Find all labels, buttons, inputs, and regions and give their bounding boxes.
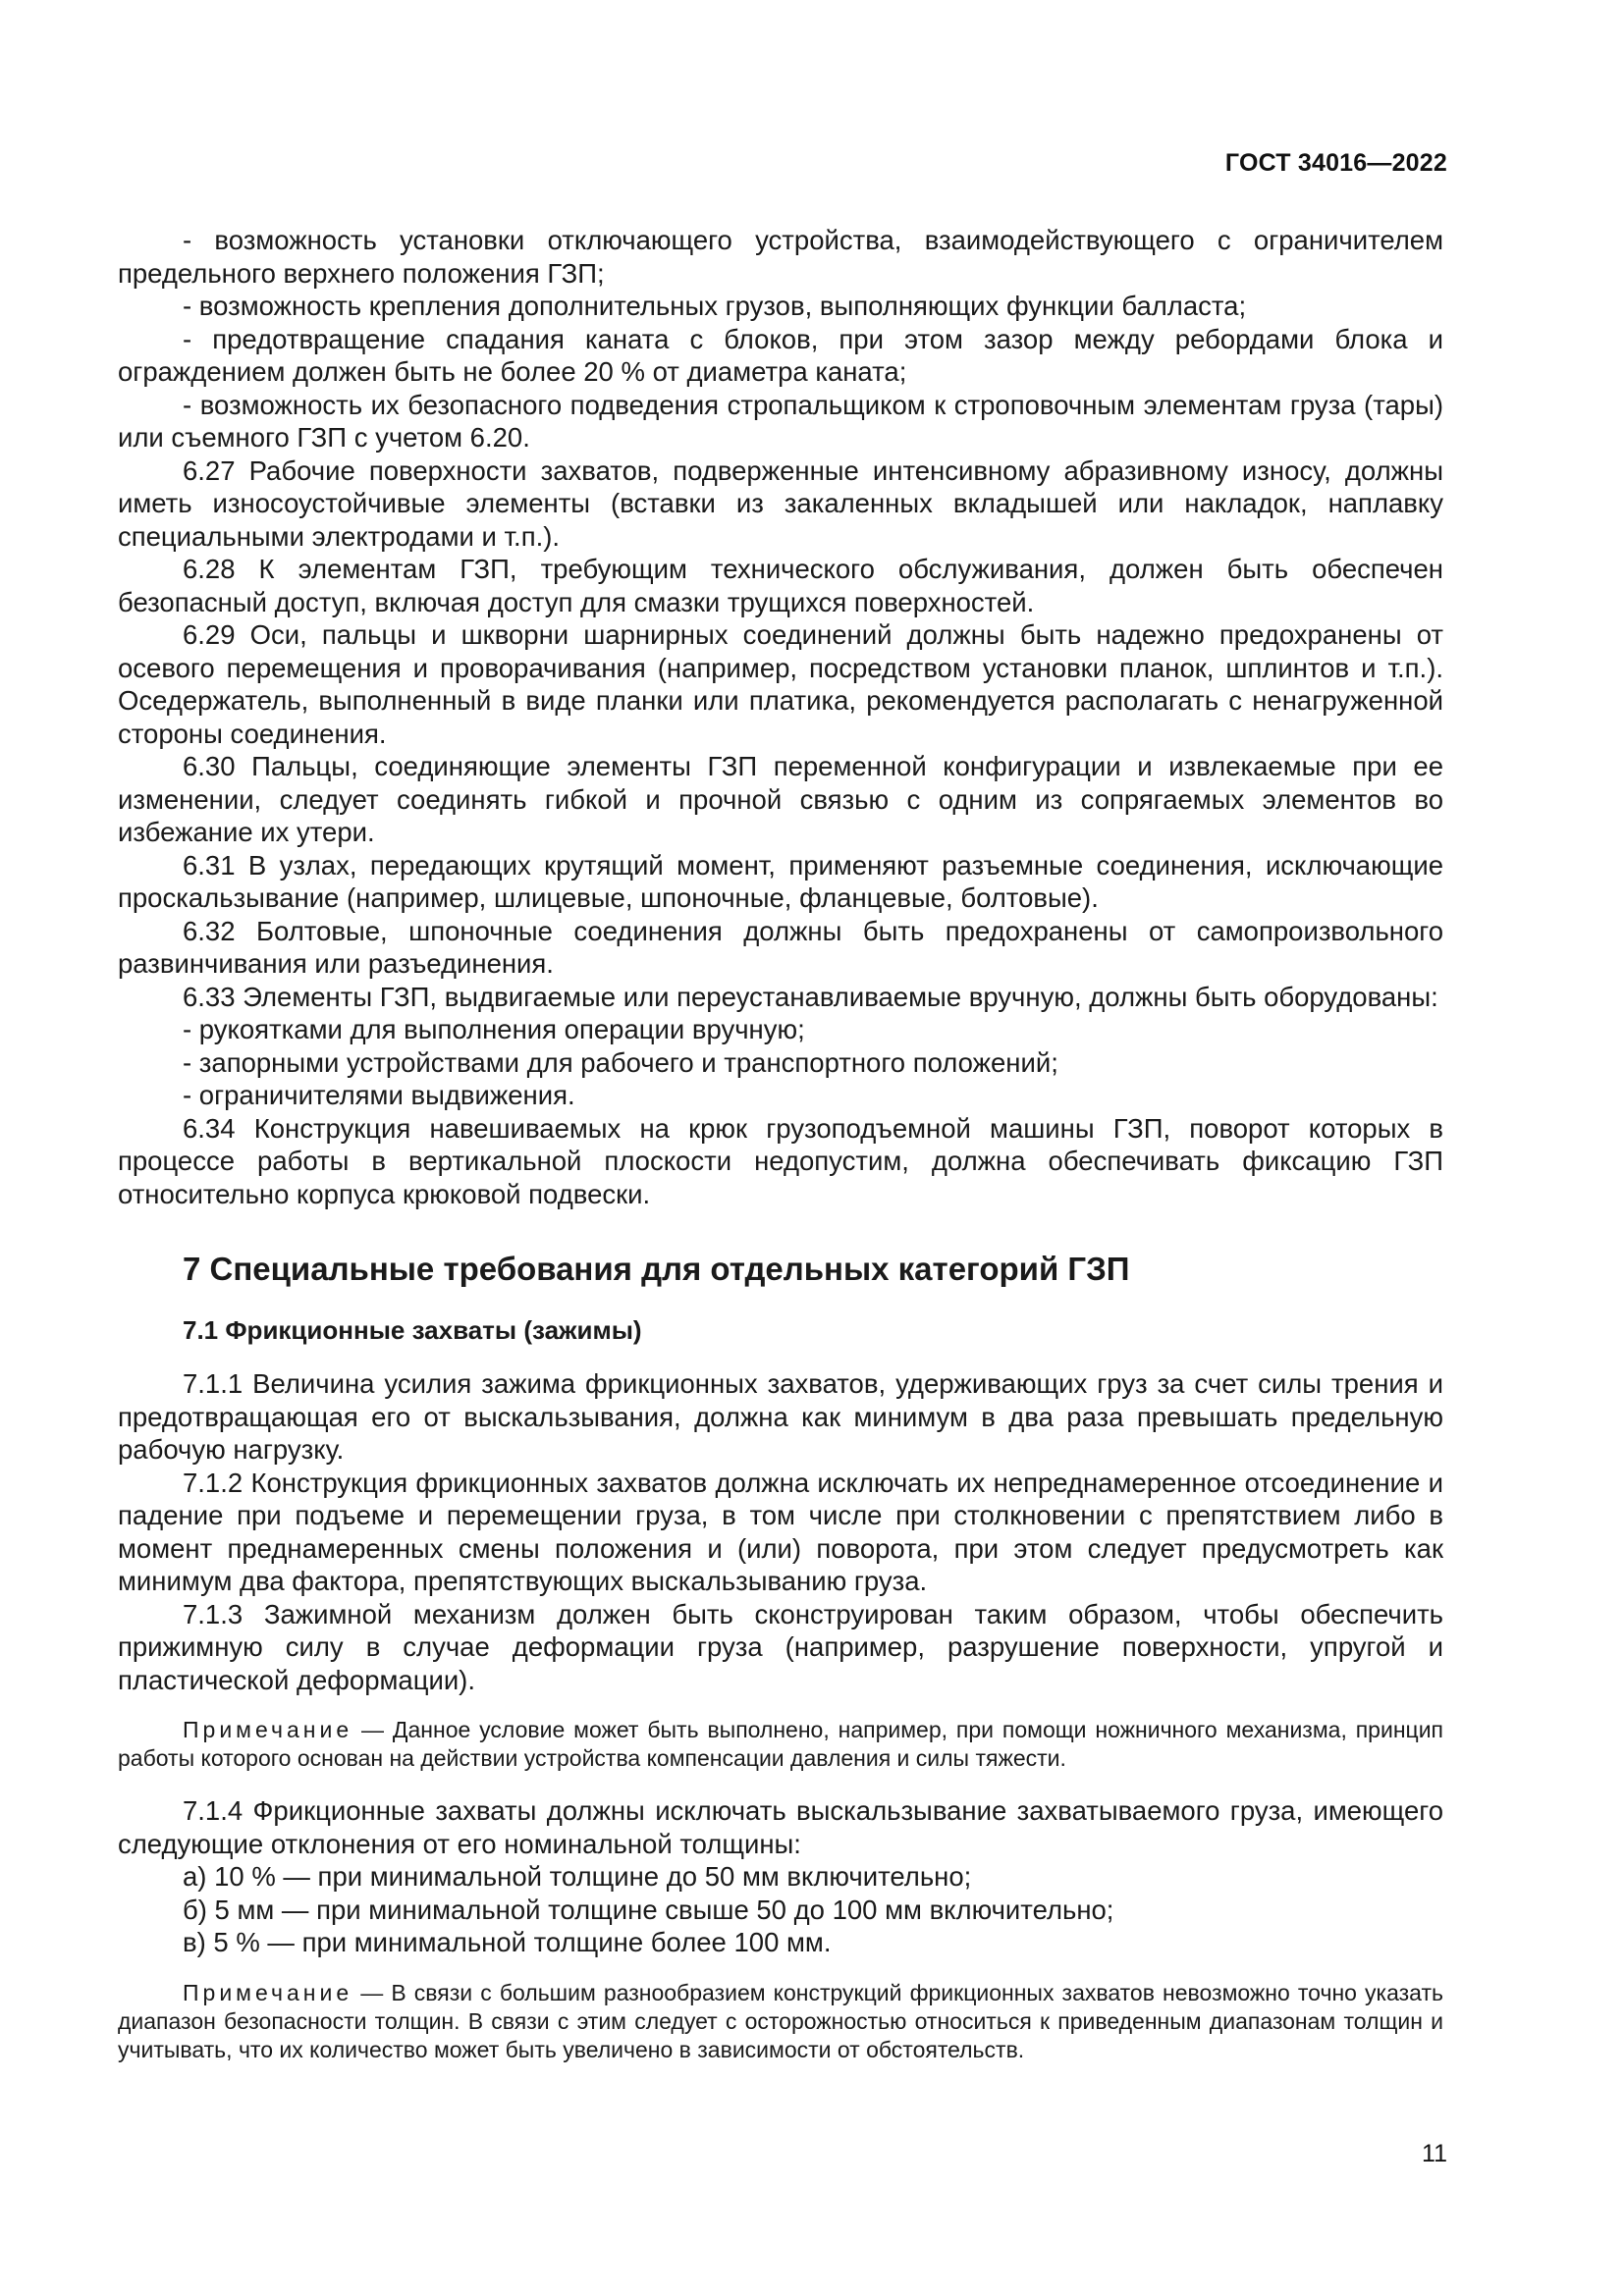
clause-6-27: 6.27 Рабочие поверхности захватов, подверженные интенсивному абразивному износу, должны иметь износоустойчивые элементы (вставки из закаленных вкладышей или накладок, наплавку специальными электродами и т.п.). [118,454,1443,552]
note-text: — Данное условие может быть выполнено, например, при помощи ножничного механизма, принцип работы которого основан на действии устройства компенсации давления и силы тяжести. [118,1717,1443,1771]
clause-7-1-2: 7.1.2 Конструкция фрикционных захватов должна исключать их непреднамеренное отсоединение и падение при подъеме и перемещении груза, в том числе при столкновении с препятствием либо в момент преднамеренных смены положения и (или) поворота, при этом следует предусмотреть как минимум два фактора, препятствующих выскальзыванию груза. [118,1467,1443,1596]
list-item: - возможность крепления дополнительных грузов, выполняющих функции балласта; [183,291,1247,321]
list-item: - ограничителями выдвижения. [183,1080,575,1110]
clause-7-1-4: 7.1.4 Фрикционные захваты должны исключать выскальзывание захватываемого груза, имеющего следующие отклонения от его номинальной толщины: [118,1795,1443,1859]
subsection-heading: 7.1 Фрикционные захваты (зажимы) [183,1315,642,1345]
list-item: в) 5 % — при минимальной толщине более 100 мм. [183,1927,832,1957]
page-number: 11 [1422,2140,1447,2167]
clause-6-34: 6.34 Конструкция навешиваемых на крюк грузоподъемной машины ГЗП, поворот которых в процессе работы в вертикальной плоскости недопустим, должна обеспечивать фиксацию ГЗП относительно корпуса крюковой подвески. [118,1112,1443,1209]
list-item: а) 10 % — при минимальной толщине до 50 мм включительно; [183,1861,972,1892]
list-item: - рукоятками для выполнения операции вручную; [183,1014,805,1044]
list-item: - возможность установки отключающего устройства, взаимодействующего с ограничителем предельного верхнего положения ГЗП; [118,225,1443,289]
clause-6-31: 6.31 В узлах, передающих крутящий момент, применяют разъемные соединения, исключающие проскальзывание (например, шлицевые, шпоночные, фланцевые, болтовые). [118,849,1443,913]
note [118,1979,1443,2064]
note [118,1716,1443,1773]
clause-7-1-3: 7.1.3 Зажимной механизм должен быть сконструирован таким образом, чтобы обеспечить прижимную силу в случае деформации груза (например, разрушение поверхности, упругой и пластической деформации). [118,1598,1443,1695]
clause-6-33: 6.33 Элементы ГЗП, выдвигаемые или переустанавливаемые вручную, должны быть оборудованы: [183,981,1438,1012]
page-content [118,224,1443,2086]
note-text: — В связи с большим разнообразием конструкций фрикционных захватов невозможно точно указать диапазон безопасности толщин. В связи с этим следует с осторожностью относиться к приведенным диапазонам толщин и учитывать, что их количество может быть увеличено в зависимости от обстоятельств. [118,1979,1443,2062]
clause-6-30: 6.30 Пальцы, соединяющие элементы ГЗП переменной конфигурации и извлекаемые при ее изменении, следует соединять гибкой и прочной связью с одним из сопрягаемых элементов во избежание их утери. [118,751,1443,847]
list-item: - возможность их безопасного подведения стропальщиком к строповочным элементам груза (тары) или съемного ГЗП с учетом 6.20. [118,389,1443,453]
list-item: б) 5 мм — при минимальной толщине свыше 50 до 100 мм включительно; [183,1894,1114,1925]
section-heading: 7 Специальные требования для отдельных категорий ГЗП [183,1251,1130,1287]
clause-6-28: 6.28 К элементам ГЗП, требующим технического обслуживания, должен быть обеспечен безопасный доступ, включая доступ для смазки трущихся поверхностей. [118,554,1443,617]
list-item: - запорными устройствами для рабочего и транспортного положений; [183,1046,1058,1078]
document-header: ГОСТ 34016—2022 [1224,149,1447,177]
note-label: Примечание [183,1979,353,2005]
clause-6-32: 6.32 Болтовые, шпоночные соединения должны быть предохранены от самопроизвольного развинчивания или разъединения. [118,915,1443,979]
clause-6-29: 6.29 Оси, пальцы и шкворни шарнирных соединений должны быть надежно предохранены от осевого перемещения и проворачивания (например, посредством установки планок, шплинтов и т.п.). Оседержатель, выполненный в виде планки или платика, рекомендуется располагать с ненагруженной стороны соединения. [118,619,1443,749]
note-label: Примечание [183,1717,353,1742]
list-item: - предотвращение спадания каната с блоков, при этом зазор между ребордами блока и ограждением должен быть не более 20 % от диаметра каната; [118,323,1443,387]
clause-7-1-1: 7.1.1 Величина усилия зажима фрикционных захватов, удерживающих груз за счет силы трения и предотвращающая его от выскальзывания, должна как минимум в два раза превышать предельную рабочую нагрузку. [118,1368,1443,1465]
